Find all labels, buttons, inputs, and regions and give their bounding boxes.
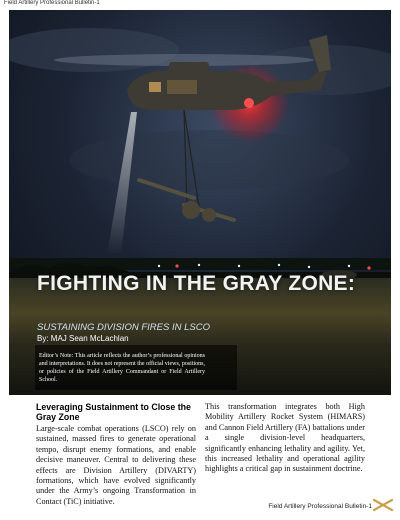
right-paragraph: This transformation integrates both High Mobility Artillery Rocket System (HIMARS) and Cannon Field Artillery (FA) battalions under a single division-level headquarters, significantly enhancing lethality and agility. Yet, this increased lethality and operational agility highlights a critical gap in sustainment doctrine. — [205, 402, 365, 474]
author-byline: By: MAJ Sean McLachlan — [37, 334, 129, 343]
crossed-cannons-icon — [372, 498, 394, 512]
right-column — [205, 402, 365, 475]
editor-note: Editor’s Note: This article reflects the author’s professional opinions and interpretations. It does not represent the official views, positions, or policies of the Field Artillery Commandant or Field Artillery School. — [39, 353, 205, 383]
section-heading: Leveraging Sustainment to Close the Gray Zone — [36, 402, 191, 422]
left-column — [36, 402, 196, 507]
running-header: Field Artillery Professional Bulletin-1 — [4, 0, 100, 6]
footer-label: Field Artillery Professional Bulletin-1 — [268, 503, 372, 510]
article-subtitle: SUSTAINING DIVISION FIRES IN LSCO — [37, 322, 210, 333]
article-title: FIGHTING IN THE GRAY ZONE: — [37, 272, 356, 295]
left-paragraph: Large-scale combat operations (LSCO) rely on sustained, massed fires to generate operational tempo, disrupt enemy formations, and enable decisive maneuver. Central to delivering these effects are Division Artillery (DIVARTY) formations, which have evolved significantly under the Army’s ongoing Transformation in Contact (TiC) initiative. — [36, 424, 196, 506]
